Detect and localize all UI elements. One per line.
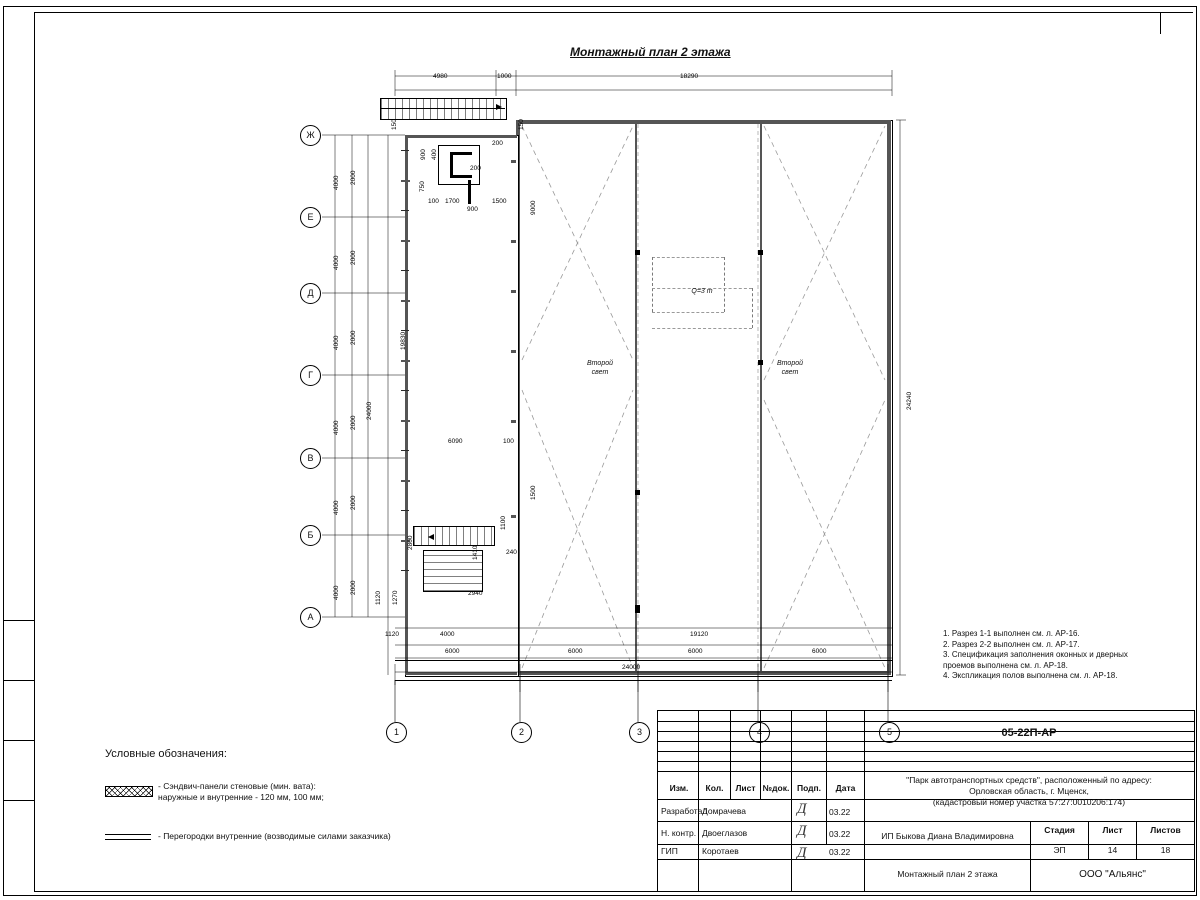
- dim-inner-750: 750: [419, 181, 426, 192]
- axis-bubble-letter: Е: [300, 207, 321, 228]
- stamp-header-ndok: №док.: [762, 783, 790, 793]
- dim-inner-6090: 6090: [448, 438, 463, 445]
- dim-inner-400: 400: [431, 149, 438, 160]
- dim-inner-19830: 19830: [400, 331, 407, 350]
- stage-value: ЭП: [1053, 845, 1066, 855]
- sheet-title: Монтажный план 2 этажа: [897, 869, 998, 879]
- dim-axis-3-4: 6000: [688, 648, 703, 655]
- dim-left-2: 4000: [333, 255, 340, 270]
- crane-label: Q=3 т: [691, 288, 713, 295]
- axis-number-leaders: [300, 60, 920, 760]
- axis-bubble-number: 4: [749, 722, 770, 743]
- axis-bubble-number: 1: [386, 722, 407, 743]
- dim-axis-1-2: 6000: [445, 648, 460, 655]
- dim-inner-2940: 2940: [468, 590, 483, 597]
- dim-inner-100: 100: [503, 438, 514, 445]
- dim-inner-200a: 200: [492, 140, 503, 147]
- stamp-date-1: 03.22: [829, 807, 851, 817]
- sheet-label: Лист: [1102, 825, 1123, 835]
- room-label-2: Второй свет: [777, 360, 803, 376]
- dim-left2-2: 2000: [350, 250, 357, 265]
- frame-tick-2: [1160, 12, 1161, 34]
- dim-inner-240: 240: [506, 549, 517, 556]
- signature-1: Д: [797, 801, 807, 817]
- stamp-header-data: Дата: [835, 783, 856, 793]
- dim-bottom-small-2: 4000: [440, 631, 455, 638]
- page-title: Монтажный план 2 этажа: [570, 45, 731, 59]
- legend-text-partition: - Перегородки внутренние (возводимые силами заказчика): [158, 831, 391, 841]
- stamp-date-2: 03.22: [829, 829, 851, 839]
- frame-tick: [1160, 12, 1192, 13]
- legend-line-1: - Сэндвич-панели стеновые (мин. вата):: [158, 781, 316, 791]
- dim-left-3: 4000: [333, 335, 340, 350]
- dim-inner-150b: 150: [518, 119, 525, 130]
- dim-left-6: 4000: [333, 585, 340, 600]
- axis-bubble-letter: А: [300, 607, 321, 628]
- axis-bubble-letter: Ж: [300, 125, 321, 146]
- dim-inner-200b: 200: [470, 165, 481, 172]
- stamp-header-list: Лист: [735, 783, 756, 793]
- legend-swatch-partition: [105, 834, 151, 840]
- dim-bottom-small-3: 19120: [690, 631, 709, 638]
- dim-left2-4: 2000: [350, 415, 357, 430]
- dim-inner-1500: 1500: [530, 485, 537, 500]
- note-item: проемов выполнена см. л. АР-18.: [943, 660, 1068, 670]
- sheets-value: 18: [1160, 845, 1171, 855]
- dim-left2-1: 2000: [350, 170, 357, 185]
- axis-bubble-letter: Д: [300, 283, 321, 304]
- axis-bubble-number: 3: [629, 722, 650, 743]
- axis-bubble-letter: Г: [300, 365, 321, 386]
- dim-axis-4-5: 6000: [812, 648, 827, 655]
- stamp-name-3: Коротаев: [702, 846, 739, 856]
- dim-left2-3: 2000: [350, 330, 357, 345]
- dim-left-total: 24000: [366, 401, 373, 420]
- dim-total-bottom: 24000: [622, 664, 641, 671]
- notes-block: [943, 629, 1193, 682]
- dim-inner-1270: 1270: [392, 590, 399, 605]
- dim-inner-900a: 900: [467, 206, 478, 213]
- axis-bubble-number: 2: [511, 722, 532, 743]
- legend-swatch-sandwich-panel: [105, 786, 153, 797]
- legend-text-sandwich-panel: [158, 781, 324, 804]
- title-block: [657, 710, 1195, 892]
- object-line-2: Орловская область, г. Мценск,: [969, 786, 1089, 796]
- stamp-role-1: Разработал: [661, 806, 708, 816]
- axis-bubble-letter: В: [300, 448, 321, 469]
- note-item: 2. Разрез 2-2 выполнен см. л. АР-17.: [943, 639, 1080, 649]
- dim-top-3: 18290: [680, 73, 699, 80]
- dim-right-total: 24240: [906, 391, 913, 410]
- legend-title: Условные обозначения:: [105, 748, 227, 760]
- legend-line-2: наружные и внутренние - 120 мм, 100 мм;: [158, 792, 324, 803]
- stamp-role-3: ГИП: [661, 846, 678, 856]
- sheet-value: 14: [1107, 845, 1118, 855]
- dim-left-5: 4000: [333, 500, 340, 515]
- dim-inner-100b: 100: [428, 198, 439, 205]
- room-label-1: Второй свет: [587, 360, 613, 376]
- dim-inner-1120: 1120: [375, 591, 382, 605]
- dim-inner-1700: 1700: [445, 198, 460, 205]
- dim-axis-2-3: 6000: [568, 648, 583, 655]
- sheet-left-margin-cells: [3, 620, 34, 894]
- dim-left2-6: 2000: [350, 580, 357, 595]
- dim-top-1: 4980: [433, 73, 448, 80]
- stamp-name-2: Двоеглазов: [702, 828, 748, 838]
- dim-inner-1410: 1410: [472, 545, 479, 560]
- dim-inner-1100: 1100: [500, 516, 507, 530]
- dim-inner-150a: 150: [391, 119, 398, 130]
- company-name: ООО "Альянс": [1079, 869, 1146, 880]
- drawing-code: 05-22П-АР: [1001, 727, 1057, 739]
- signature-2: Д: [797, 823, 807, 839]
- dim-inner-9000: 9000: [530, 200, 537, 215]
- stamp-date-3: 03.22: [829, 847, 851, 857]
- dim-left2-5: 2000: [350, 495, 357, 510]
- axis-bubble-letter: Б: [300, 525, 321, 546]
- dim-inner-2800: 2800: [407, 535, 414, 550]
- stamp-role-2: Н. контр.: [661, 828, 697, 838]
- stamp-name-1: Домрачева: [702, 806, 746, 816]
- stamp-header-podp: Подп.: [796, 783, 822, 793]
- axis-bubble-number: 5: [879, 722, 900, 743]
- signature-3: Д: [797, 845, 807, 861]
- stage-label: Стадия: [1044, 825, 1075, 835]
- sheets-label: Листов: [1150, 825, 1181, 835]
- dim-inner-900b: 900: [420, 149, 427, 160]
- stamp-header-izm: Изм.: [669, 783, 689, 793]
- dim-bottom-small-1: 1120: [385, 631, 399, 638]
- note-item: 1. Разрез 1-1 выполнен см. л. АР-16.: [943, 629, 1080, 638]
- dim-inner-1500b: 1500: [492, 198, 507, 205]
- dim-top-2: 1000: [497, 73, 512, 80]
- note-item: 4. Экспликация полов выполнена см. л. АР-18.: [943, 671, 1118, 681]
- object-line-1: "Парк автотранспортных средств", расположенный по адресу:: [906, 775, 1152, 785]
- object-line-3: (кадастровый номер участка 57:27:0010206:174): [932, 797, 1126, 807]
- floor-plan: [300, 60, 920, 737]
- customer-name: ИП Быкова Диана Владимировна: [881, 831, 1014, 841]
- stamp-header-kol: Кол.: [705, 783, 724, 793]
- note-item: 3. Спецификация заполнения оконных и дверных: [943, 650, 1128, 660]
- dim-left-4: 4000: [333, 420, 340, 435]
- dim-left-1: 4000: [333, 175, 340, 190]
